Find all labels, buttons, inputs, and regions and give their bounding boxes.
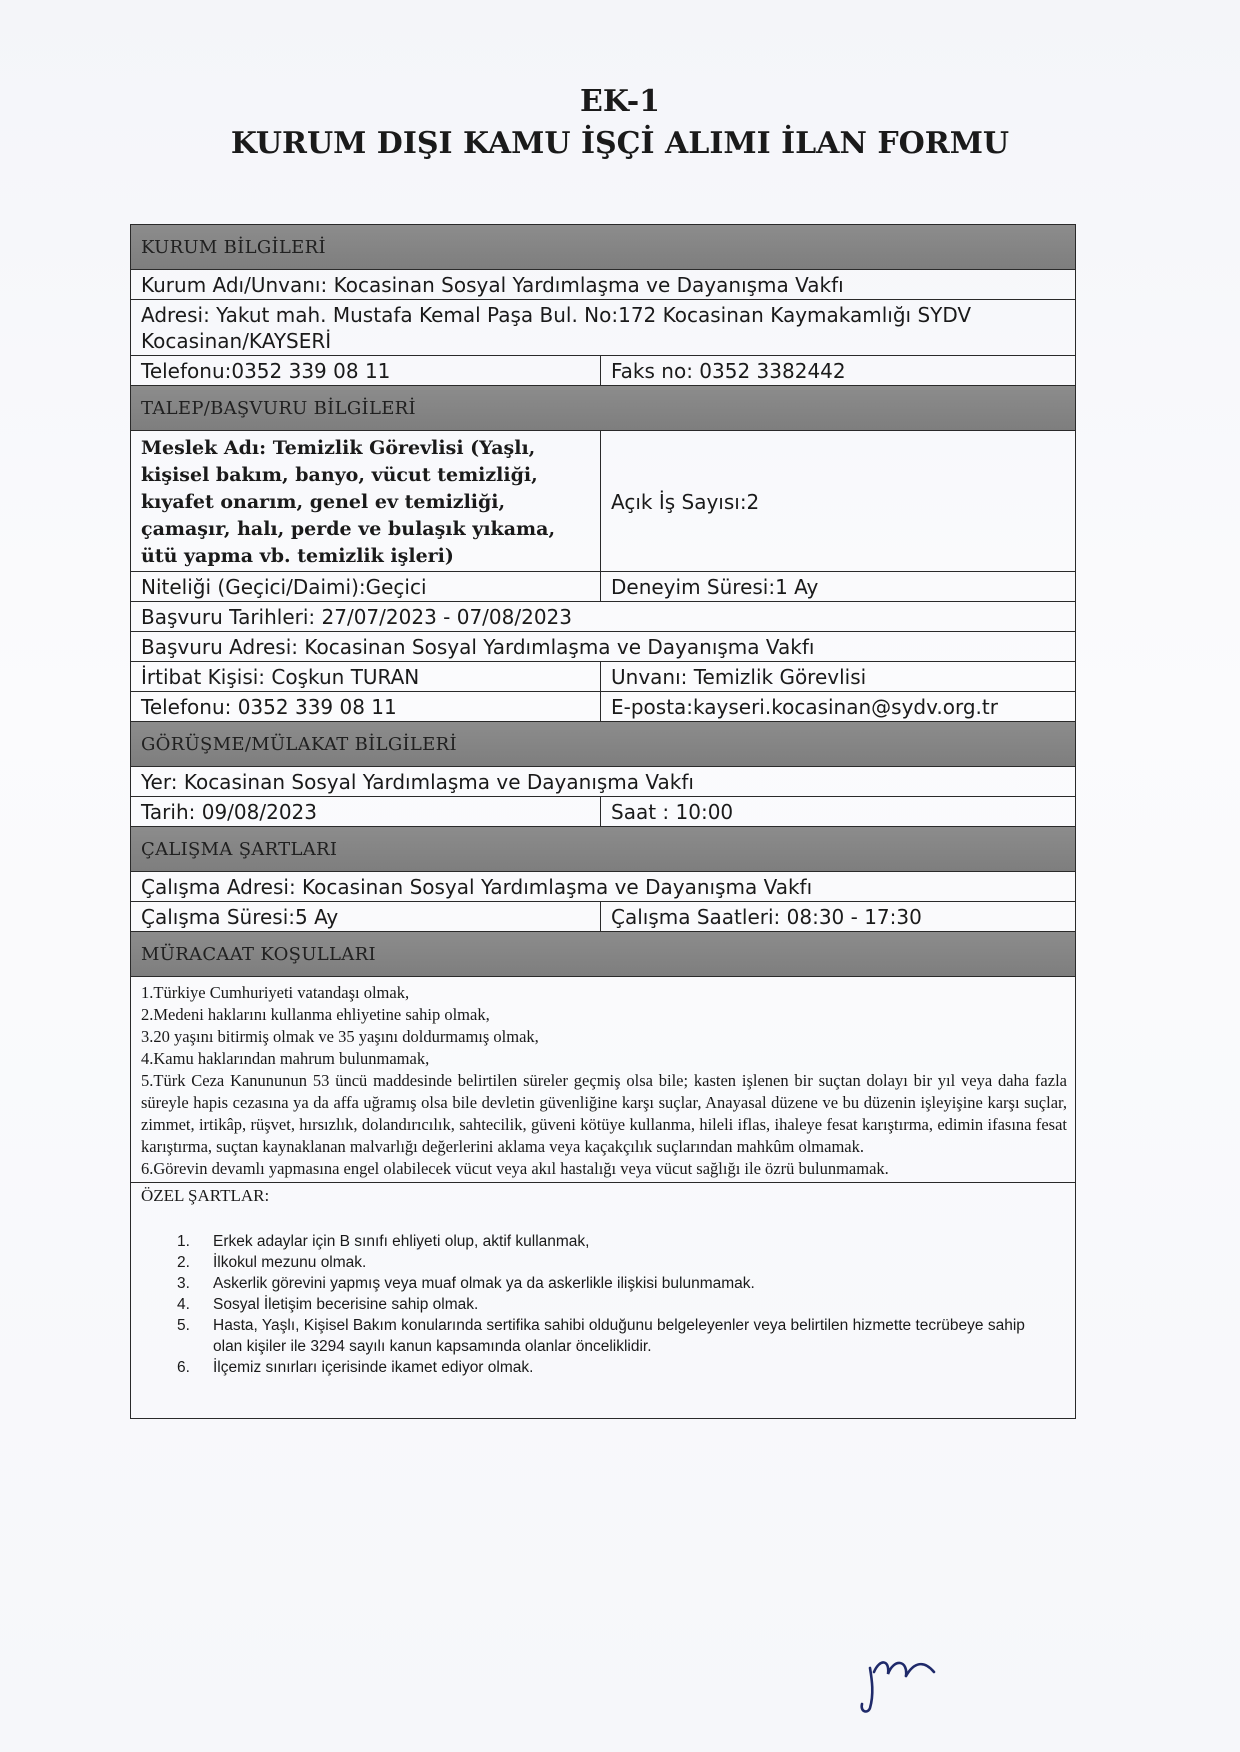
institution-contact-row	[131, 356, 1075, 386]
section-header-request	[131, 386, 1075, 431]
experience-duration: Deneyim Süresi:1 Ay	[611, 575, 819, 599]
contact-phone-row	[131, 692, 1075, 722]
occupation-line: çamaşır, halı, perde ve bulaşık yıkama,	[141, 518, 556, 540]
item-number: 2.	[177, 1254, 190, 1271]
nature-row	[131, 572, 1075, 602]
contact-phone: Telefonu: 0352 339 08 11	[131, 692, 601, 721]
section-title: ÇALIŞMA ŞARTLARI	[141, 838, 338, 860]
interview-time: Saat : 10:00	[611, 800, 734, 824]
work-duration: Çalışma Süresi:5 Ay	[131, 902, 601, 931]
occupation-line: Meslek Adı: Temizlik Görevlisi (Yaşlı,	[141, 437, 536, 459]
address-line-1: Adresi: Yakut mah. Mustafa Kemal Paşa Bul. No:172 Kocasinan Kaymakamlığı SYDV	[141, 303, 972, 327]
work-duration-row	[131, 902, 1075, 932]
item-number: 6.	[177, 1359, 190, 1376]
general-conditions	[131, 977, 1075, 1182]
item-text: İlkokul mezunu olmak.	[213, 1254, 367, 1271]
job-nature: Niteliği (Geçici/Daimi):Geçici	[131, 572, 601, 601]
apply-address-row	[131, 632, 1075, 662]
conditions-row	[131, 977, 1075, 1183]
work-hours: Çalışma Saatleri: 08:30 - 17:30	[611, 905, 922, 929]
condition-item: 3.20 yaşını bitirmiş olmak ve 35 yaşını doldurmamış olmak,	[141, 1027, 539, 1046]
condition-item: 6.Görevin devamlı yapmasına engel olabilecek vücut veya akıl hastalığı veya vücut sağlığı ile özrü bulunmamak.	[141, 1159, 889, 1178]
item-number: 1.	[177, 1233, 190, 1250]
application-dates: Başvuru Tarihleri: 27/07/2023 - 07/08/2023	[141, 605, 572, 629]
special-condition-item	[177, 1231, 1055, 1252]
item-text: Askerlik görevini yapmış veya muaf olmak ya da askerlikle ilişkisi bulunmamak.	[213, 1275, 755, 1292]
signature-initials	[850, 1650, 960, 1720]
occupation-line: kişisel bakım, banyo, vücut temizliği,	[141, 464, 538, 486]
section-header-work-conditions	[131, 827, 1075, 872]
item-text: Erkek adaylar için B sınıfı ehliyeti olup, aktif kullanmak,	[213, 1233, 590, 1250]
contact-person: İrtibat Kişisi: Coşkun TURAN	[131, 662, 601, 691]
institution-phone: Telefonu:0352 339 08 11	[131, 356, 601, 385]
contact-email: E-posta:kayseri.kocasinan@sydv.org.tr	[611, 695, 998, 719]
special-condition-item	[177, 1357, 1055, 1378]
work-address-row	[131, 872, 1075, 902]
annex-label: EK-1	[579, 84, 661, 119]
occupation-line: ütü yapma vb. temizlik işleri)	[141, 545, 454, 567]
special-conditions-title: ÖZEL ŞARTLAR:	[141, 1186, 270, 1205]
contact-row	[131, 662, 1075, 692]
section-title: KURUM BİLGİLERİ	[141, 236, 326, 258]
item-number: 4.	[177, 1296, 190, 1313]
section-title: TALEP/BAŞVURU BİLGİLERİ	[141, 397, 416, 419]
occupation-row	[131, 431, 1075, 572]
special-condition-item	[177, 1273, 1055, 1294]
section-header-institution	[131, 225, 1075, 270]
item-text: İlçemiz sınırları içerisinde ikamet ediyor olmak.	[213, 1359, 534, 1376]
open-positions	[601, 431, 1075, 571]
institution-address-row	[131, 300, 1075, 356]
institution-name-row	[131, 270, 1075, 300]
institution-fax: Faks no: 0352 3382442	[611, 359, 846, 383]
condition-item: 5.Türk Ceza Kanununun 53 üncü maddesinde belirtilen süreler geçmiş olsa bile; kasten işlenen bir suçtan dolayı bir yıl veya daha fazla süreyle hapis cezasına ya da affa uğramış olsa bile devletin güvenliğine karşı suçlar, Anayasal düzene ve bu düzenin işleyişine karşı suçlar, zimmet, irtikâp, rüşvet, hırsızlık, dolandırıcılık, sahtecilik, güveni kötüye kullanma, hileli iflas, ihaleye fesat karıştırma, edimin ifasına fesat karıştırma, suçtan kaynaklanan malvarlığı değerlerini aklama veya kaçakçılık suçlarından mahkûm olmamak.	[141, 1071, 1067, 1156]
section-title: MÜRACAAT KOŞULLARI	[141, 943, 376, 965]
special-conditions-row	[131, 1183, 1075, 1418]
special-conditions-list	[131, 1209, 1075, 1418]
occupation-name	[131, 431, 601, 571]
special-condition-item	[177, 1315, 1055, 1357]
special-condition-item	[177, 1252, 1055, 1273]
interview-date: Tarih: 09/08/2023	[131, 797, 601, 826]
address-line-2: Kocasinan/KAYSERİ	[141, 329, 332, 353]
interview-place-row	[131, 767, 1075, 797]
interview-place: Yer: Kocasinan Sosyal Yardımlaşma ve Dayanışma Vakfı	[141, 770, 694, 794]
section-header-application-conditions	[131, 932, 1075, 977]
institution-address	[131, 300, 1075, 355]
occupation-line: kıyafet onarım, genel ev temizliği,	[141, 491, 506, 513]
form-title: KURUM DIŞI KAMU İŞÇİ ALIMI İLAN FORMU	[230, 126, 1010, 161]
special-condition-item	[177, 1294, 1055, 1315]
dates-row	[131, 602, 1075, 632]
item-number: 3.	[177, 1275, 190, 1292]
item-number: 5.	[177, 1317, 190, 1334]
interview-time-row	[131, 797, 1075, 827]
application-form	[130, 224, 1076, 1419]
open-positions-text: Açık İş Sayısı:2	[611, 489, 760, 514]
item-text: Hasta, Yaşlı, Kişisel Bakım konularında sertifika sahibi olduğunu belgeleyenler veya belirtilen hizmette tecrübeye sahip olan kişiler ile 3294 sayılı kanun kapsamında olanlar önceliklidir.	[213, 1317, 1025, 1355]
condition-item: 1.Türkiye Cumhuriyeti vatandaşı olmak,	[141, 983, 410, 1002]
section-header-interview	[131, 722, 1075, 767]
application-address: Başvuru Adresi: Kocasinan Sosyal Yardımlaşma ve Dayanışma Vakfı	[141, 635, 815, 659]
condition-item: 4.Kamu haklarından mahrum bulunmamak,	[141, 1049, 430, 1068]
contact-title: Unvanı: Temizlik Görevlisi	[611, 665, 867, 689]
condition-item: 2.Medeni haklarını kullanma ehliyetine sahip olmak,	[141, 1005, 490, 1024]
institution-name: Kurum Adı/Unvanı: Kocasinan Sosyal Yardımlaşma ve Dayanışma Vakfı	[141, 273, 844, 297]
section-title: GÖRÜŞME/MÜLAKAT BİLGİLERİ	[141, 733, 457, 755]
work-address: Çalışma Adresi: Kocasinan Sosyal Yardımlaşma ve Dayanışma Vakfı	[141, 875, 813, 899]
item-text: Sosyal İletişim becerisine sahip olmak.	[213, 1296, 479, 1313]
